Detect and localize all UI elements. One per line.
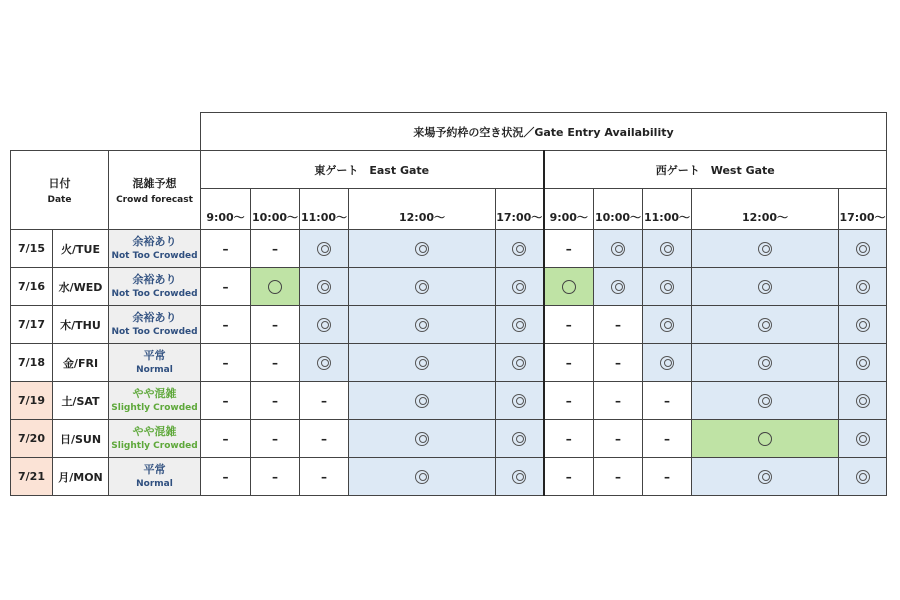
slot-west-12 xyxy=(692,382,839,420)
double-circle-icon xyxy=(856,318,870,332)
date-header-jp: 日付 xyxy=(48,177,71,190)
west-gate-header: 西ゲート West Gate xyxy=(544,151,887,189)
double-circle-icon xyxy=(415,280,429,294)
slot-east-11 xyxy=(300,306,349,344)
slot-east-9 xyxy=(201,382,251,420)
slot-east-10 xyxy=(251,382,300,420)
row-date: 7/17 xyxy=(11,306,53,344)
dash-icon: – xyxy=(615,469,621,484)
slot-west-17 xyxy=(839,382,887,420)
slot-east-9 xyxy=(201,458,251,496)
double-circle-icon xyxy=(758,280,772,294)
dash-icon: – xyxy=(321,431,327,446)
slot-east-9 xyxy=(201,420,251,458)
row-weekday: 金/FRI xyxy=(53,344,109,382)
time-west-11: 11:00～ xyxy=(643,189,692,230)
slot-east-17 xyxy=(496,344,544,382)
time-west-12: 12:00～ xyxy=(692,189,839,230)
row-weekday: 火/TUE xyxy=(53,230,109,268)
slot-east-12 xyxy=(349,458,496,496)
forecast-header-jp: 混雑予想 xyxy=(132,177,177,190)
table-row xyxy=(11,382,887,420)
dash-icon: – xyxy=(615,431,621,446)
slot-west-17 xyxy=(839,344,887,382)
slot-west-10 xyxy=(594,344,643,382)
double-circle-icon xyxy=(317,356,331,370)
crowd-forecast xyxy=(109,268,201,306)
slot-west-12 xyxy=(692,344,839,382)
forecast-en: Slightly Crowded xyxy=(111,440,198,451)
slot-east-17 xyxy=(496,382,544,420)
slot-west-12 xyxy=(692,268,839,306)
slot-west-11 xyxy=(643,230,692,268)
slot-east-12 xyxy=(349,306,496,344)
double-circle-icon xyxy=(415,356,429,370)
row-weekday: 日/SUN xyxy=(53,420,109,458)
double-circle-icon xyxy=(758,470,772,484)
slot-east-9 xyxy=(201,230,251,268)
dash-icon: – xyxy=(222,431,229,446)
time-east-17: 17:00～ xyxy=(496,189,544,230)
table-row xyxy=(11,420,887,458)
slot-east-17 xyxy=(496,306,544,344)
slot-east-12 xyxy=(349,344,496,382)
slot-east-11 xyxy=(300,382,349,420)
circle-icon xyxy=(758,432,772,446)
east-gate-header: 東ゲート East Gate xyxy=(201,151,544,189)
double-circle-icon xyxy=(512,318,526,332)
slot-east-17 xyxy=(496,268,544,306)
double-circle-icon xyxy=(317,280,331,294)
table-title: 来場予約枠の空き状況／Gate Entry Availability xyxy=(201,113,887,151)
slot-west-11 xyxy=(643,306,692,344)
dash-icon: – xyxy=(272,355,278,370)
slot-west-11 xyxy=(643,268,692,306)
forecast-en: Normal xyxy=(136,364,173,375)
slot-west-9 xyxy=(544,420,594,458)
slot-west-10 xyxy=(594,382,643,420)
double-circle-icon xyxy=(856,470,870,484)
double-circle-icon xyxy=(660,356,674,370)
time-east-10: 10:00～ xyxy=(251,189,300,230)
double-circle-icon xyxy=(512,356,526,370)
dash-icon: – xyxy=(565,393,572,408)
dash-icon: – xyxy=(222,393,229,408)
table-row xyxy=(11,458,887,496)
dash-icon: – xyxy=(272,241,278,256)
double-circle-icon xyxy=(856,432,870,446)
slot-west-9 xyxy=(544,306,594,344)
double-circle-icon xyxy=(512,394,526,408)
double-circle-icon xyxy=(415,318,429,332)
slot-west-17 xyxy=(839,306,887,344)
forecast-en: Normal xyxy=(136,478,173,489)
time-west-17: 17:00～ xyxy=(839,189,887,230)
double-circle-icon xyxy=(856,242,870,256)
dash-icon: – xyxy=(222,469,229,484)
slot-west-11 xyxy=(643,458,692,496)
forecast-en: Not Too Crowded xyxy=(111,288,198,299)
dash-icon: – xyxy=(615,355,621,370)
slot-west-11 xyxy=(643,420,692,458)
forecast-jp: やや混雑 xyxy=(132,386,177,400)
crowd-forecast xyxy=(109,344,201,382)
row-date: 7/15 xyxy=(11,230,53,268)
double-circle-icon xyxy=(317,242,331,256)
crowd-forecast xyxy=(109,230,201,268)
double-circle-icon xyxy=(660,280,674,294)
row-weekday: 木/THU xyxy=(53,306,109,344)
forecast-header-en: Crowd forecast xyxy=(116,195,193,205)
crowd-forecast xyxy=(109,420,201,458)
slot-west-10 xyxy=(594,458,643,496)
dash-icon: – xyxy=(565,469,572,484)
slot-east-11 xyxy=(300,420,349,458)
forecast-jp: やや混雑 xyxy=(132,424,177,438)
slot-east-12 xyxy=(349,268,496,306)
dash-icon: – xyxy=(272,317,278,332)
slot-east-10 xyxy=(251,230,300,268)
slot-east-12 xyxy=(349,382,496,420)
slot-east-17 xyxy=(496,458,544,496)
double-circle-icon xyxy=(512,432,526,446)
slot-east-10 xyxy=(251,420,300,458)
row-weekday: 土/SAT xyxy=(53,382,109,420)
dash-icon: – xyxy=(565,431,572,446)
slot-west-17 xyxy=(839,230,887,268)
table-body xyxy=(11,230,887,496)
slot-east-11 xyxy=(300,230,349,268)
date-header xyxy=(11,151,109,230)
dash-icon: – xyxy=(321,469,327,484)
crowd-forecast xyxy=(109,382,201,420)
double-circle-icon xyxy=(611,242,625,256)
table-row xyxy=(11,344,887,382)
slot-east-9 xyxy=(201,344,251,382)
row-date: 7/18 xyxy=(11,344,53,382)
slot-west-9 xyxy=(544,268,594,306)
slot-west-11 xyxy=(643,382,692,420)
time-east-9: 9:00～ xyxy=(201,189,251,230)
circle-icon xyxy=(562,280,576,294)
crowd-forecast xyxy=(109,458,201,496)
slot-west-17 xyxy=(839,458,887,496)
forecast-en: Slightly Crowded xyxy=(111,402,198,413)
slot-west-12 xyxy=(692,420,839,458)
slot-west-10 xyxy=(594,230,643,268)
slot-east-10 xyxy=(251,268,300,306)
circle-icon xyxy=(268,280,282,294)
row-date: 7/19 xyxy=(11,382,53,420)
slot-east-12 xyxy=(349,230,496,268)
row-date: 7/21 xyxy=(11,458,53,496)
forecast-en: Not Too Crowded xyxy=(111,250,198,261)
crowd-forecast xyxy=(109,306,201,344)
dash-icon: – xyxy=(222,355,229,370)
dash-icon: – xyxy=(222,241,229,256)
dash-icon: – xyxy=(272,393,278,408)
forecast-jp: 平常 xyxy=(143,348,166,362)
double-circle-icon xyxy=(856,280,870,294)
slot-east-11 xyxy=(300,268,349,306)
dash-icon: – xyxy=(615,317,621,332)
forecast-jp: 余裕あり xyxy=(132,272,177,286)
slot-east-9 xyxy=(201,306,251,344)
row-date: 7/16 xyxy=(11,268,53,306)
double-circle-icon xyxy=(856,356,870,370)
slot-west-9 xyxy=(544,382,594,420)
dash-icon: – xyxy=(321,393,327,408)
slot-west-9 xyxy=(544,458,594,496)
table-row xyxy=(11,306,887,344)
time-east-11: 11:00～ xyxy=(300,189,349,230)
slot-west-10 xyxy=(594,268,643,306)
dash-icon: – xyxy=(565,241,572,256)
slot-east-12 xyxy=(349,420,496,458)
double-circle-icon xyxy=(660,242,674,256)
slot-west-12 xyxy=(692,458,839,496)
slot-west-12 xyxy=(692,230,839,268)
slot-west-10 xyxy=(594,306,643,344)
dash-icon: – xyxy=(272,469,278,484)
double-circle-icon xyxy=(758,318,772,332)
slot-west-11 xyxy=(643,344,692,382)
slot-east-10 xyxy=(251,306,300,344)
row-weekday: 水/WED xyxy=(53,268,109,306)
dash-icon: – xyxy=(272,431,278,446)
table-row xyxy=(11,268,887,306)
date-header-en: Date xyxy=(47,195,72,205)
table-row xyxy=(11,230,887,268)
slot-west-17 xyxy=(839,268,887,306)
forecast-jp: 余裕あり xyxy=(132,234,177,248)
row-weekday: 月/MON xyxy=(53,458,109,496)
time-west-9: 9:00～ xyxy=(544,189,594,230)
availability-table xyxy=(10,112,887,496)
dash-icon: – xyxy=(222,279,229,294)
double-circle-icon xyxy=(512,242,526,256)
double-circle-icon xyxy=(415,242,429,256)
dash-icon: – xyxy=(664,431,670,446)
double-circle-icon xyxy=(758,356,772,370)
slot-west-9 xyxy=(544,344,594,382)
slot-west-10 xyxy=(594,420,643,458)
slot-east-11 xyxy=(300,458,349,496)
double-circle-icon xyxy=(611,280,625,294)
double-circle-icon xyxy=(512,470,526,484)
row-date: 7/20 xyxy=(11,420,53,458)
time-east-12: 12:00～ xyxy=(349,189,496,230)
dash-icon: – xyxy=(222,317,229,332)
slot-east-17 xyxy=(496,230,544,268)
dash-icon: – xyxy=(615,393,621,408)
slot-east-17 xyxy=(496,420,544,458)
double-circle-icon xyxy=(856,394,870,408)
double-circle-icon xyxy=(415,394,429,408)
corner-blank xyxy=(11,113,201,151)
double-circle-icon xyxy=(758,394,772,408)
slot-east-10 xyxy=(251,458,300,496)
forecast-en: Not Too Crowded xyxy=(111,326,198,337)
slot-east-10 xyxy=(251,344,300,382)
availability-table-wrapper xyxy=(10,112,887,496)
dash-icon: – xyxy=(664,469,670,484)
slot-west-12 xyxy=(692,306,839,344)
forecast-jp: 平常 xyxy=(143,462,166,476)
slot-east-11 xyxy=(300,344,349,382)
double-circle-icon xyxy=(660,318,674,332)
slot-west-9 xyxy=(544,230,594,268)
double-circle-icon xyxy=(415,432,429,446)
slot-east-9 xyxy=(201,268,251,306)
dash-icon: – xyxy=(565,317,572,332)
forecast-header xyxy=(109,151,201,230)
slot-west-17 xyxy=(839,420,887,458)
double-circle-icon xyxy=(415,470,429,484)
double-circle-icon xyxy=(317,318,331,332)
forecast-jp: 余裕あり xyxy=(132,310,177,324)
time-west-10: 10:00～ xyxy=(594,189,643,230)
dash-icon: – xyxy=(664,393,670,408)
dash-icon: – xyxy=(565,355,572,370)
double-circle-icon xyxy=(758,242,772,256)
double-circle-icon xyxy=(512,280,526,294)
